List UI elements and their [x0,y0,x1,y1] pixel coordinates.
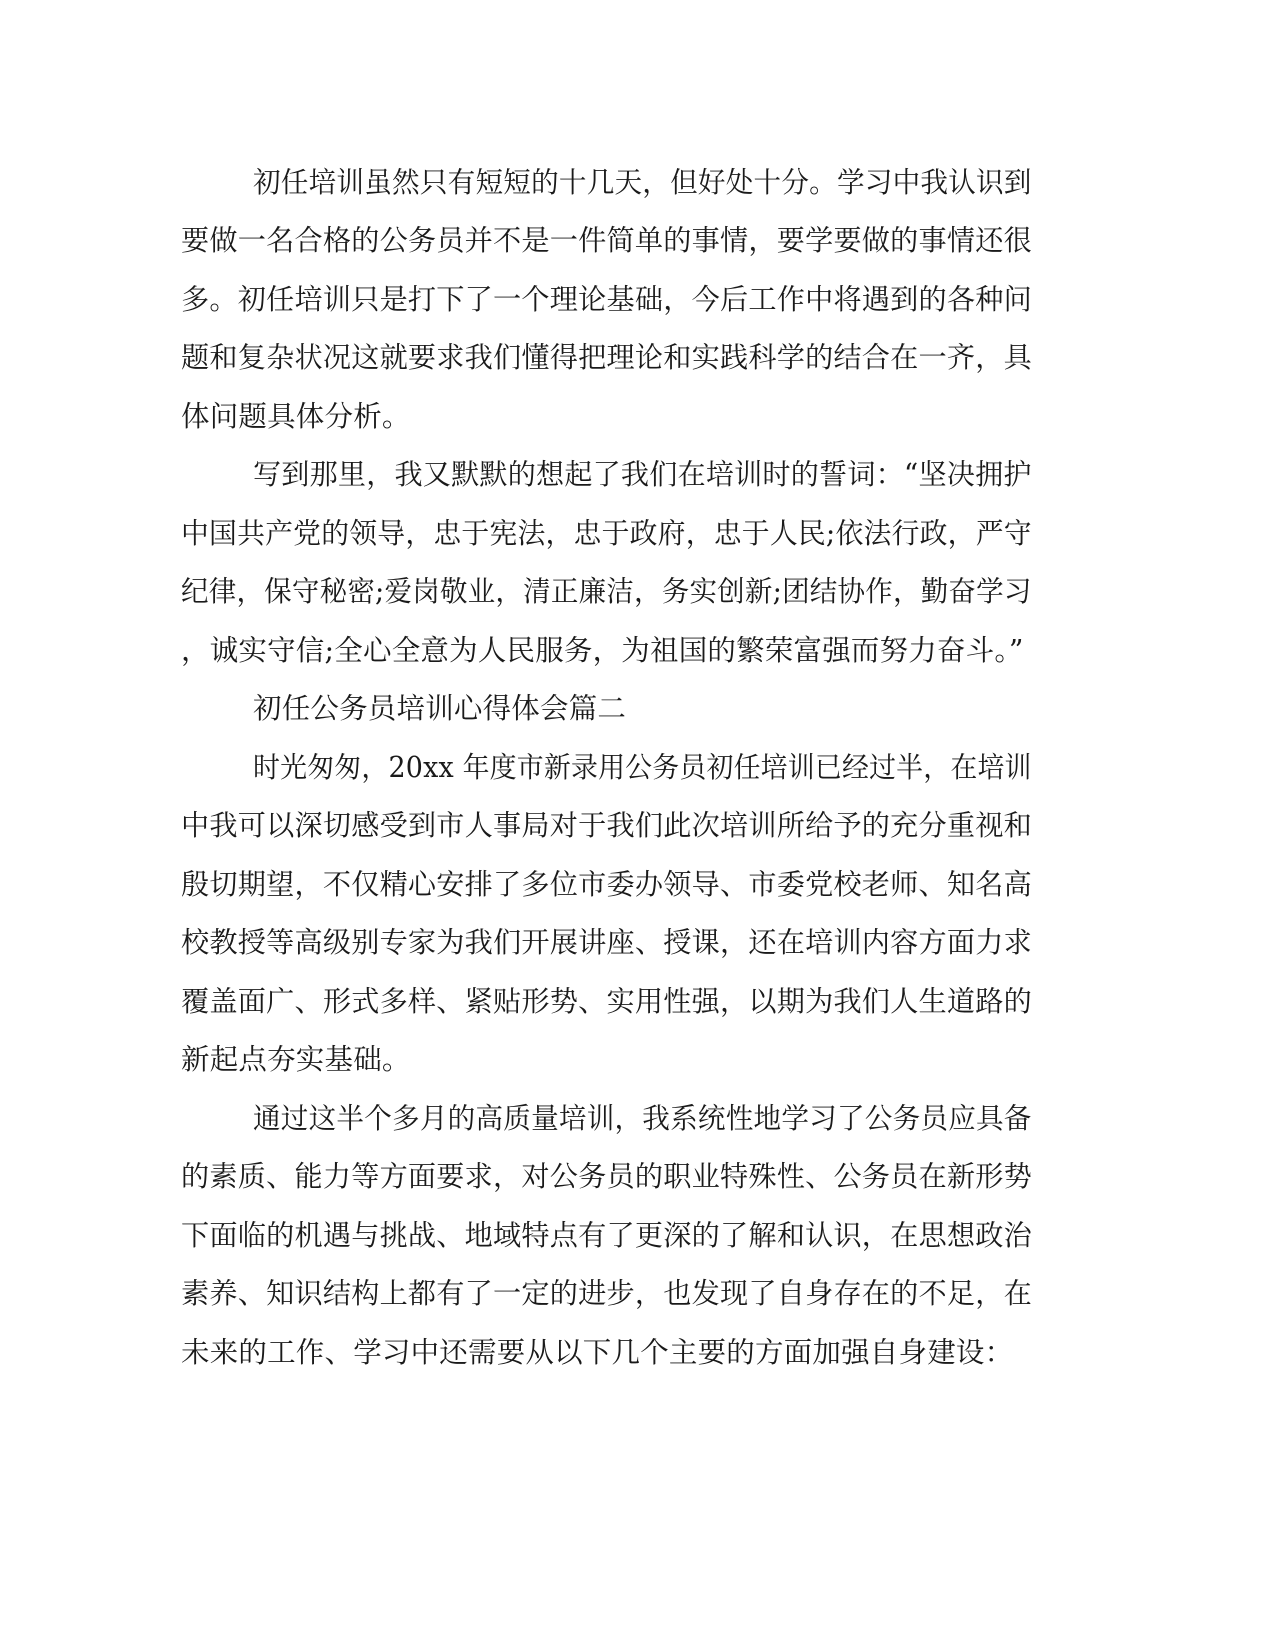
text-line: ，诚实守信;全心全意为人民服务，为祖国的繁荣富强而努力奋斗。” [181,634,1024,667]
text-line: 新起点夯实基础。 [181,1043,411,1076]
text-line: 初任培训虽然只有短短的十几天，但好处十分。学习中我认识到 [253,166,1032,199]
text-line: 要做一名合格的公务员并不是一件简单的事情，要学要做的事情还很 [181,224,1033,257]
text-line: 纪律，保守秘密;爱岗敬业，清正廉洁，务实创新;团结协作，勤奋学习 [181,575,1032,608]
text-line: 时光匆匆，20xx 年度市新录用公务员初任培训已经过半，在培训 [253,751,1032,784]
text-line: 体问题具体分析。 [181,400,411,433]
section-heading: 初任公务员培训心得体会篇二 [253,692,627,725]
text-line: 中我可以深切感受到市人事局对于我们此次培训所给予的充分重视和 [181,809,1033,842]
text-line: 覆盖面广、形式多样、紧贴形势、实用性强，以期为我们人生道路的 [181,985,1033,1018]
text-line: 下面临的机遇与挑战、地域特点有了更深的了解和认识，在思想政治 [181,1219,1033,1252]
text-line: 素养、知识结构上都有了一定的进步，也发现了自身存在的不足，在 [181,1277,1033,1310]
text-line: 未来的工作、学习中还需要从以下几个主要的方面加强自身建设： [181,1336,1014,1369]
text-line: 通过这半个多月的高质量培训，我系统性地学习了公务员应具备 [253,1102,1032,1135]
text-line: 题和复杂状况这就要求我们懂得把理论和实践科学的结合在一齐，具 [181,341,1033,374]
text-line: 校教授等高级别专家为我们开展讲座、授课，还在培训内容方面力求 [181,926,1033,959]
text-line: 殷切期望，不仅精心安排了多位市委办领导、市委党校老师、知名高 [181,868,1033,901]
text-line: 中国共产党的领导，忠于宪法，忠于政府，忠于人民;依法行政，严守 [181,517,1032,550]
text-line: 的素质、能力等方面要求，对公务员的职业特殊性、公务员在新形势 [181,1160,1033,1193]
text-line: 写到那里，我又默默的想起了我们在培训时的誓词：“坚决拥护 [253,458,1032,491]
text-line: 多。初任培训只是打下了一个理论基础，今后工作中将遇到的各种问 [181,283,1033,316]
